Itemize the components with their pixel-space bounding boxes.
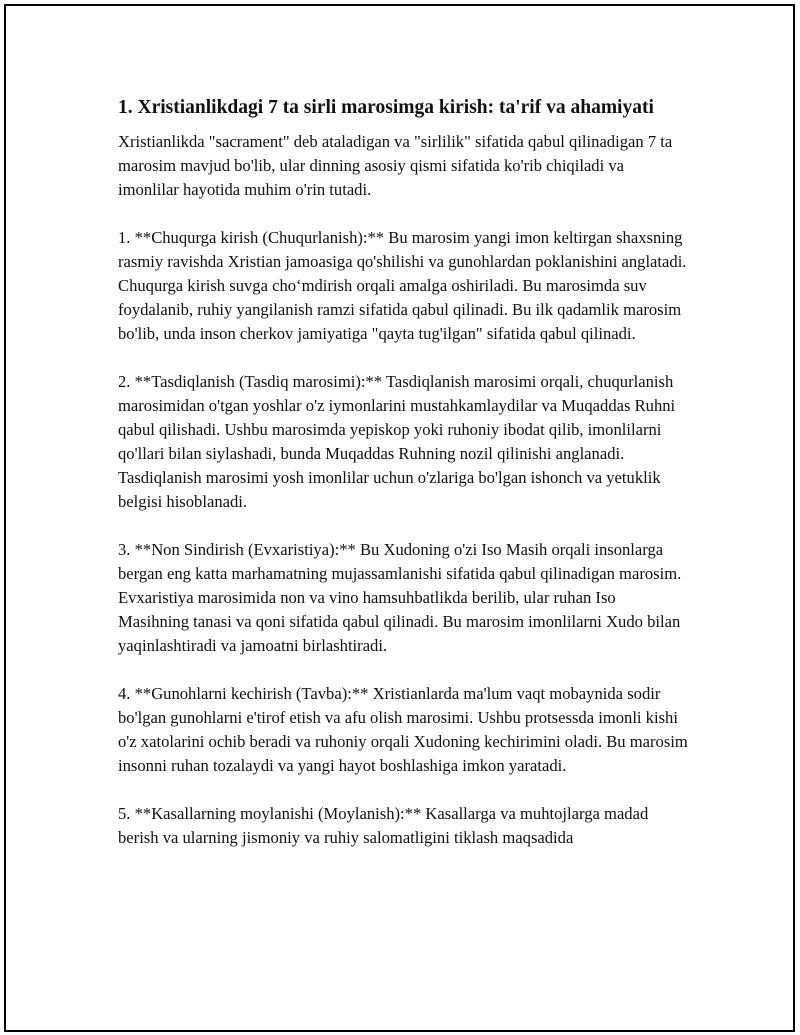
paragraph-penance: 4. **Gunohlarni kechirish (Tavba):** Xristianlarda ma'lum vaqt mobaynida sodir bo'lgan gunohlarni e'tirof etish va afu olish marosimi. Ushbu protsessda imonli kishi o'z xatolarini ochib beradi va ruhoniy orqali Xudoning kechirimini oladi. Bu marosim insonni ruhan tozalaydi va yangi hayot boshlashiga imkon yaratadi. bbox=[118, 684, 688, 775]
section-heading: 1. Xristianlikdagi 7 ta sirli marosimga kirish: ta'rif va ahamiyati bbox=[118, 97, 654, 118]
paragraph-anointing: 5. **Kasallarning moylanishi (Moylanish):** Kasallarga va muhtojlarga madad berish va ularning jismoniy va ruhiy salomatligini tiklash maqsadida bbox=[118, 804, 649, 847]
paragraph-baptism: 1. **Chuqurga kirish (Chuqurlanish):** Bu marosim yangi imon keltirgan shaxsning rasmiy ravishda Xristian jamoasiga qo'shilishi va gunohlardan poklanishini anglatadi. Chuqurga kirish suvga cho‘mdirish orqali amalga oshiriladi. Bu marosimda suv foydalanib, ruhiy yangilanish ramzi sifatida qabul qilinadi. Bu ilk qadamlik marosim bo'lib, unda inson cherkov jamiyatiga "qayta tug'ilgan" sifatida qabul qilinadi. bbox=[118, 228, 687, 343]
document-body bbox=[118, 94, 688, 874]
intro-paragraph: Xristianlikda "sacrament" deb ataladigan va "sirlilik" sifatida qabul qilinadigan 7 ta marosim mavjud bo'lib, ular dinning asosiy qismi sifatida ko'rib chiqiladi va imonlilar hayotida muhim o'rin tutadi. bbox=[118, 132, 673, 199]
paragraph-confirmation: 2. **Tasdiqlanish (Tasdiq marosimi):** Tasdiqlanish marosimi orqali, chuqurlanish marosimidan o'tgan yoshlar o'z iymonlarini mustahkamlaydilar va Muqaddas Ruhni qabul qilishadi. Ushbu marosimda yepiskop yoki ruhoniy ibodat qilib, imonlilarni qo'llari bilan siylashadi, bunda Muqaddas Ruhning nozil qilinishi anglanadi. Tasdiqlanish marosimi yosh imonlilar uchun o'zlariga bo'lgan ishonch va yetuklik belgisi hisoblanadi. bbox=[118, 372, 676, 511]
paragraph-eucharist: 3. **Non Sindirish (Evxaristiya):** Bu Xudoning o'zi Iso Masih orqali insonlarga bergan eng katta marhamatning mujassamlanishi sifatida qabul qilinadigan marosim. Evxaristiya marosimida non va vino hamsuhbatlikda berilib, ular ruhan Iso Masihning tanasi va qoni sifatida qabul qilinadi. Bu marosim imonlilarni Xudo bilan yaqinlashtiradi va jamoatni birlashtiradi. bbox=[118, 540, 682, 655]
